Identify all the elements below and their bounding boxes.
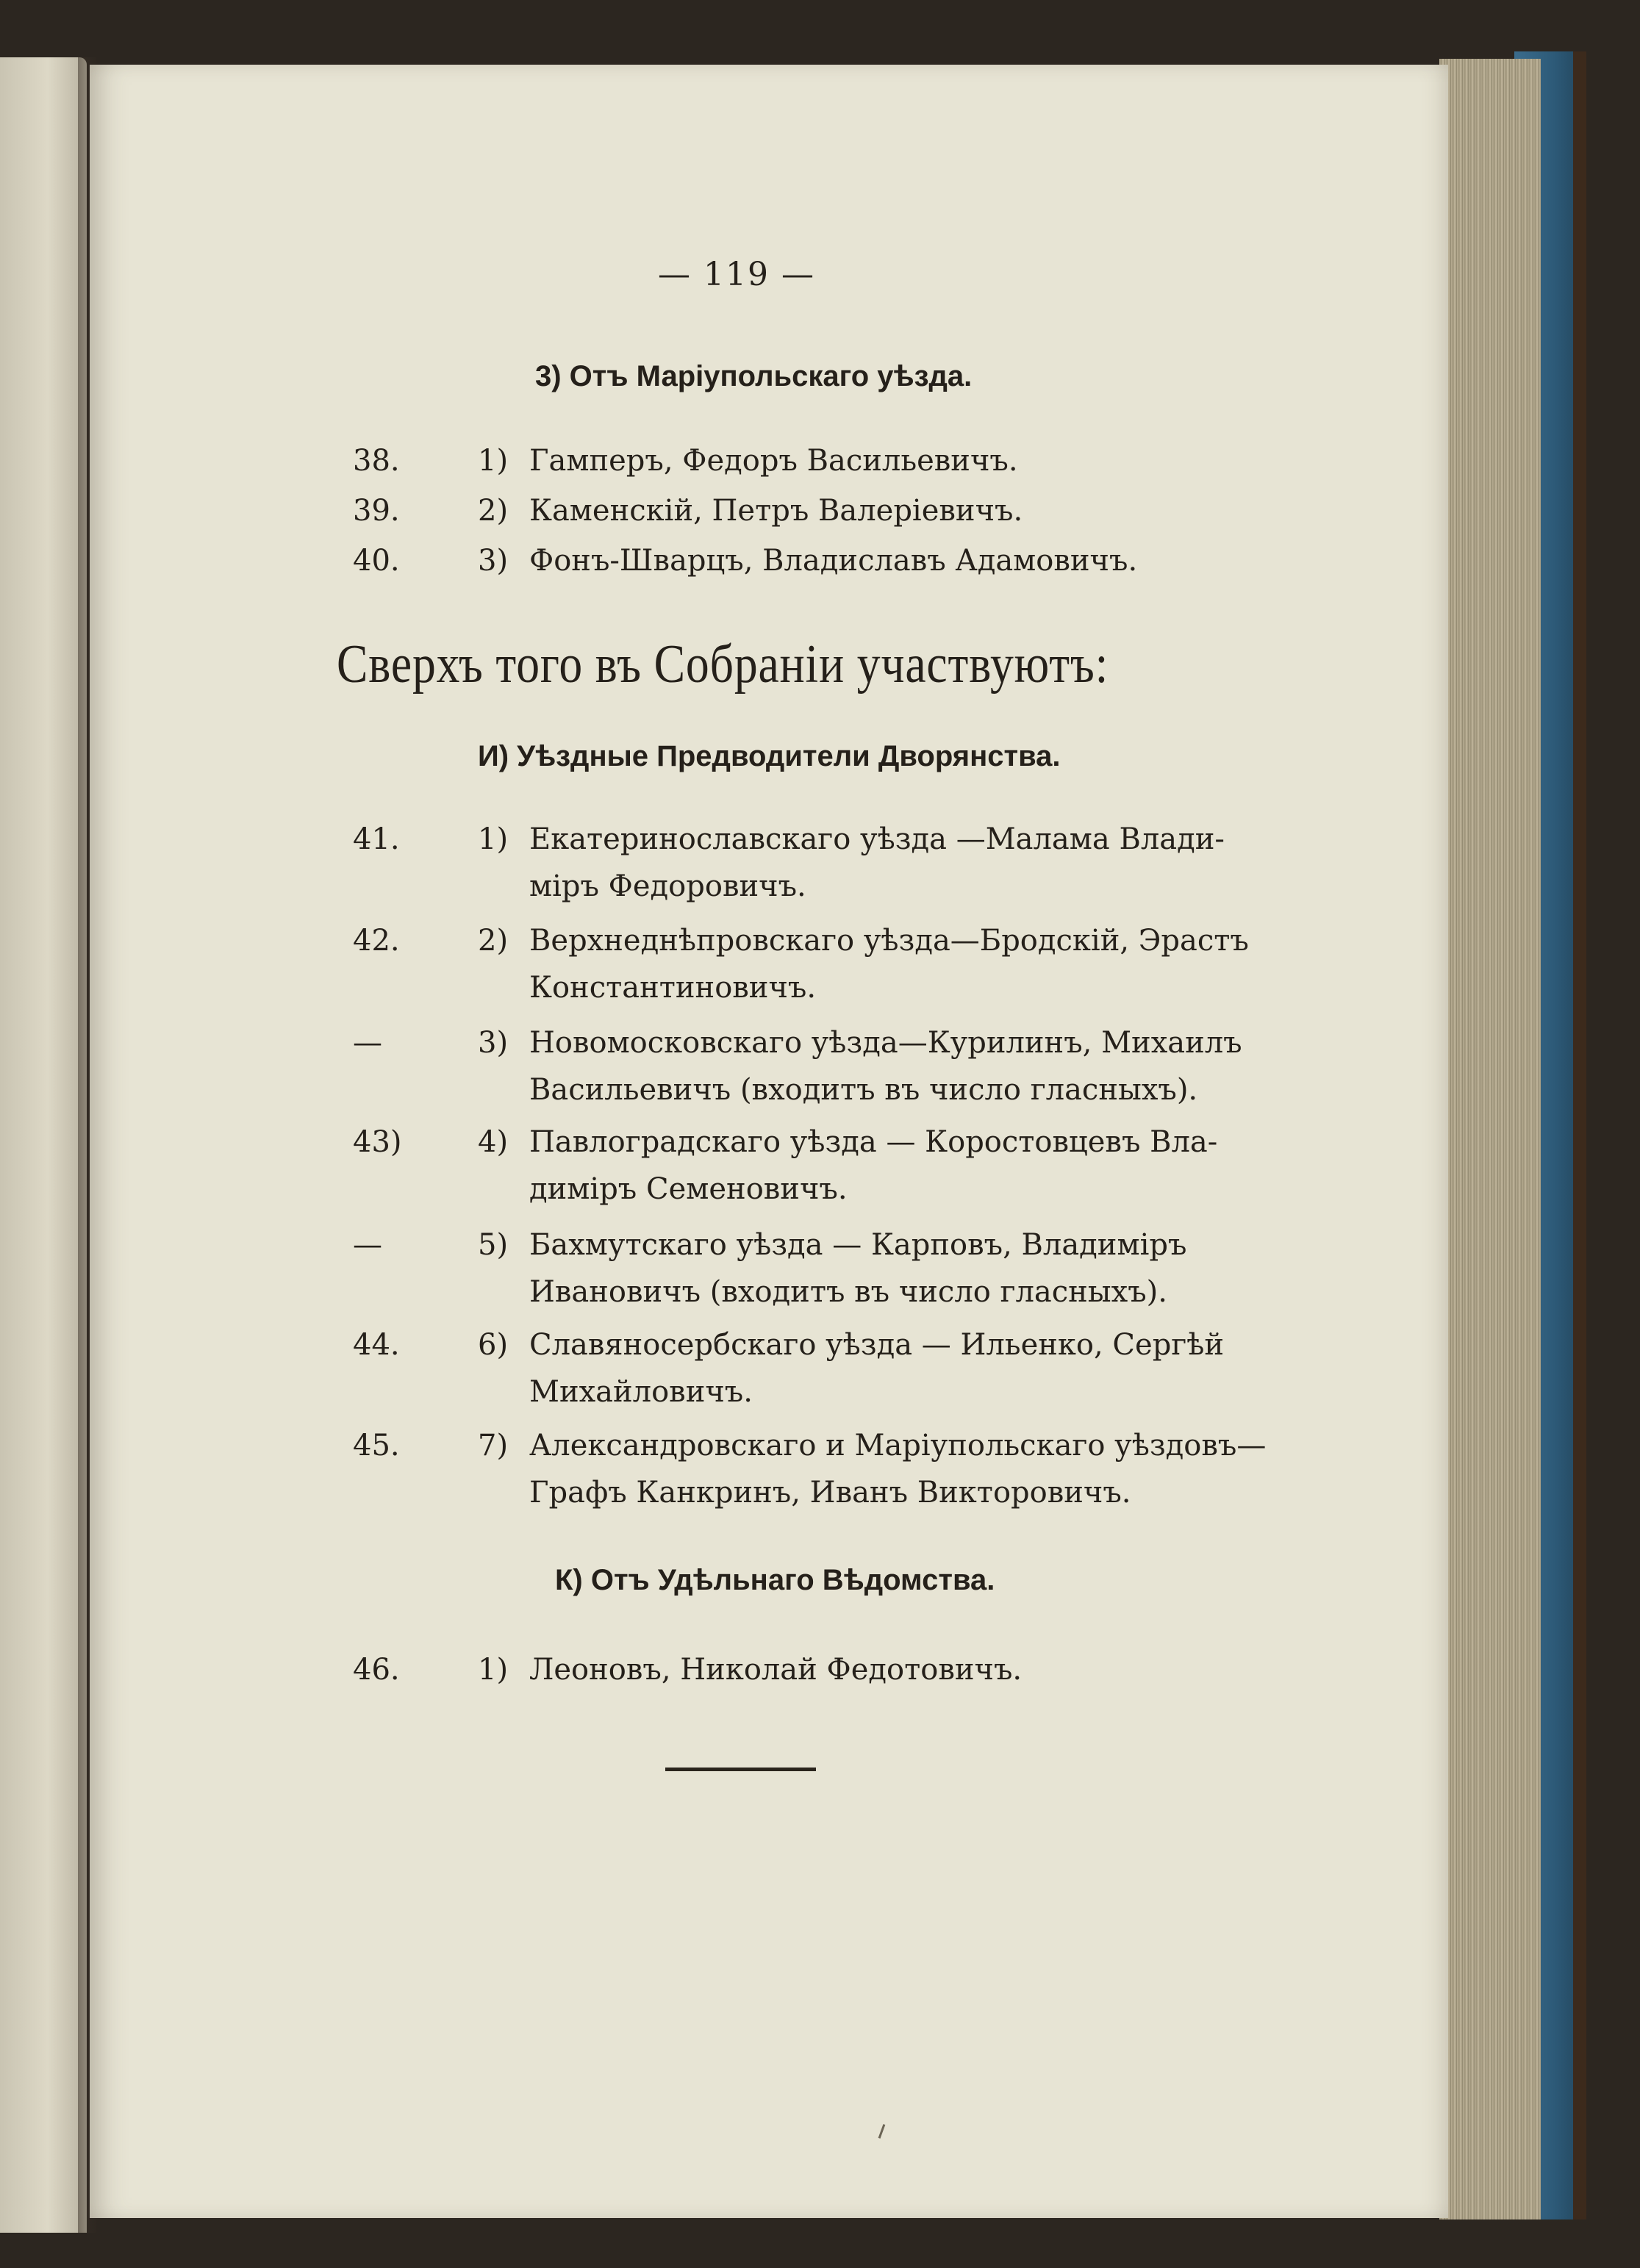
entry-text: Фонъ-Шварцъ, Владиславъ Адамовичъ. [529,544,1138,578]
entry-index: 1) [478,444,509,478]
entry-text-line2: Михайловичъ. [529,1375,753,1409]
paper-mark [878,2124,886,2139]
closing-rule [665,1768,816,1771]
entry-number: — [353,1026,382,1060]
entry-text-line1: Екатеринославскаго уѣзда —Малама Влади- [529,822,1225,856]
entry-text-line1: Александровскаго и Маріупольскаго уѣздовъ— [529,1429,1267,1463]
entry-text-line2: Васильевичъ (входитъ въ число гласныхъ). [529,1073,1198,1107]
entry-number: — [353,1228,382,1262]
entry-index: 5) [478,1228,509,1262]
entry-number: 38. [353,444,400,478]
entry-number: 39. [353,494,400,528]
entry-text-line2: Ивановичъ (входитъ въ число гласныхъ). [529,1275,1167,1309]
entry-index: 1) [478,822,509,856]
entry-text-line1: Славяносербскаго уѣзда — Ильенко, Сергѣй [529,1328,1225,1362]
entry-text-line1: Верхнеднѣпровскаго уѣзда—Бродскій, Эрастъ [529,924,1249,958]
entry-text-line2: диміръ Семеновичъ. [529,1172,848,1206]
section-heading-marshals: И) Уѣздные Предводители Дворянства. [478,740,1061,772]
entry-text-line2: Графъ Канкринъ, Иванъ Викторовичъ. [529,1476,1131,1510]
entry-number: 43) [353,1125,402,1159]
entry-number: 40. [353,544,400,578]
entry-text-line1: Павлоградскаго уѣзда — Коростовцевъ Вла- [529,1125,1218,1159]
entry-number: 46. [353,1653,400,1687]
entry-number: 42. [353,924,400,958]
entry-index: 1) [478,1653,509,1687]
entry-text-line2: Константиновичъ. [529,971,817,1005]
page-number: — 119 — [658,256,815,293]
entry-number: 45. [353,1429,400,1463]
entry-index: 2) [478,494,509,528]
entry-index: 2) [478,924,509,958]
entry-text: Каменскій, Петръ Валеріевичъ. [529,494,1023,528]
section-heading-mariupol: 3) Отъ Маріупольскаго уѣзда. [535,360,973,392]
entry-index: 6) [478,1328,509,1362]
entry-index: 7) [478,1429,509,1463]
section-heading-appanage: К) Отъ Удѣльнаго Вѣдомства. [555,1564,995,1596]
entry-number: 41. [353,822,400,856]
entry-index: 3) [478,1026,509,1060]
entry-text: Гамперъ, Федоръ Васильевичъ. [529,444,1018,478]
main-heading: Сверхъ того въ Собраніи участвуютъ: [337,634,1109,695]
entry-index: 3) [478,544,509,578]
entry-text-line1: Новомосковскаго уѣзда—Курилинъ, Михаилъ [529,1026,1242,1060]
entry-text: Леоновъ, Николай Федотовичъ. [529,1653,1023,1687]
entry-index: 4) [478,1125,509,1159]
entry-text-line1: Бахмутскаго уѣзда — Карповъ, Владиміръ [529,1228,1187,1262]
entry-text-line2: міръ Федоровичъ. [529,869,806,903]
entry-number: 44. [353,1328,400,1362]
